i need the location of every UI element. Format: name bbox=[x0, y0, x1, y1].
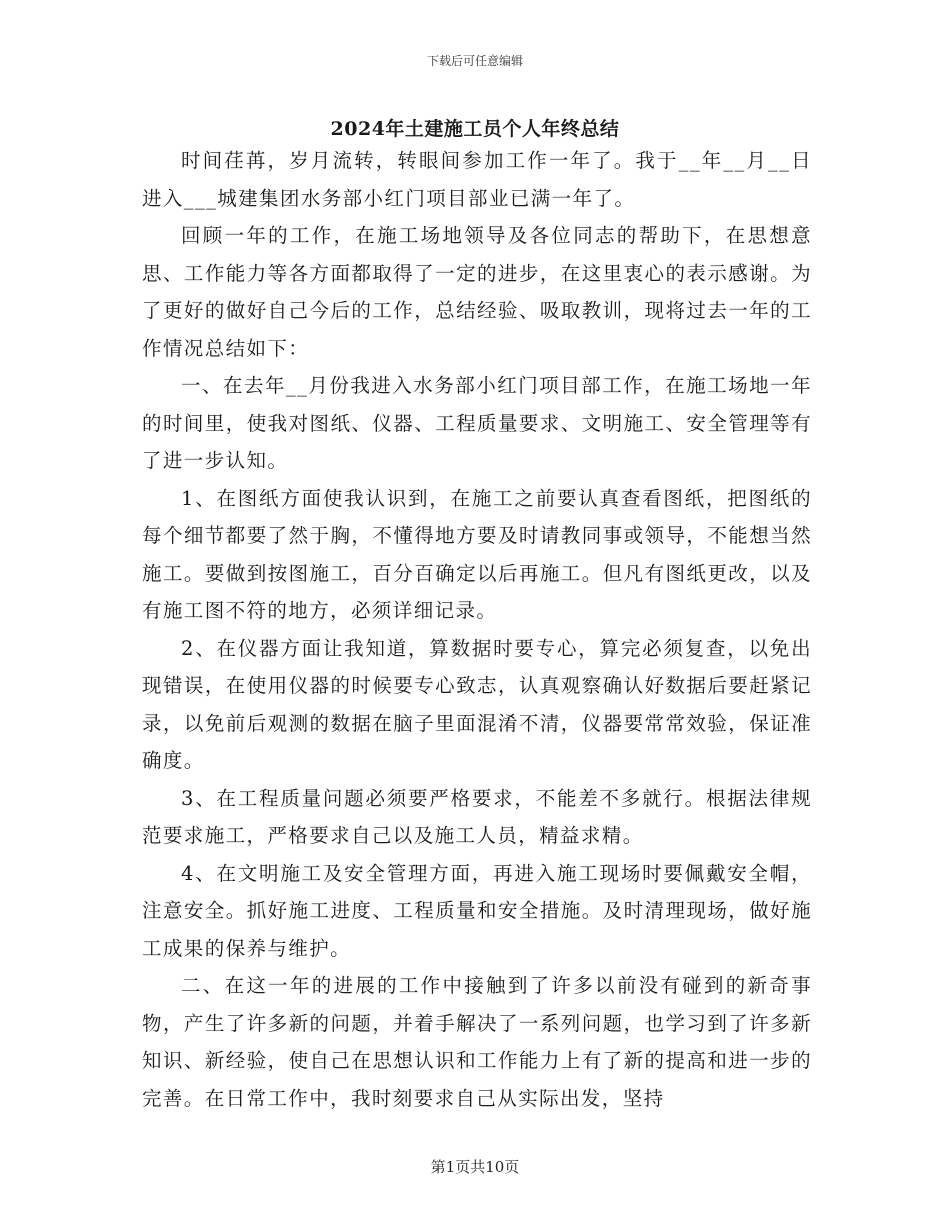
header-note: 下载后可任意编辑 bbox=[426, 54, 523, 68]
paragraph-review: 回顾一年的工作，在施工场地领导及各位同志的帮助下，在思想意思、工作能力等各方面都取得了一定的进步，在这里衷心的表示感谢。为了更好的做好自己今后的工作，总结经验、吸取教训，现将过去一年的工作情况总结如下： bbox=[142, 224, 812, 360]
page-number: 第1页共10页 bbox=[430, 1158, 520, 1176]
paragraph-section-one: 一、在去年__月份我进入水务部小红门项目部工作，在施工场地一年的时间里，使我对图纸、仪器、工程质量要求、文明施工、安全管理等有了进一步认知。 bbox=[142, 374, 812, 472]
document-body bbox=[142, 142, 812, 1117]
paragraph-item-safety: 4、在文明施工及安全管理方面，再进入施工现场时要佩戴安全帽，注意安全。抓好施工进度、工程质量和安全措施。及时清理现场，做好施工成果的保养与维护。 bbox=[142, 861, 812, 960]
paragraph-item-drawings: 1、在图纸方面使我认识到，在施工之前要认真查看图纸，把图纸的每个细节都要了然于胸，不懂得地方要及时请教同事或领导，不能想当然施工。要做到按图施工，百分百确定以后再施工。但凡有图纸更改，以及有施工图不符的地方，必须详细记录。 bbox=[142, 486, 812, 622]
paragraph-section-two: 二、在这一年的进展的工作中接触到了许多以前没有碰到的新奇事物，产生了许多新的问题，并着手解决了一系列问题，也学习到了许多新知识、新经验，使自己在思想认识和工作能力上有了新的提高和进一步的完善。在日常工作中，我时刻要求自己从实际出发，坚持 bbox=[142, 974, 812, 1110]
document-title: 2024年土建施工员个人年终总结 bbox=[330, 118, 620, 140]
paragraph-intro: 时间荏苒，岁月流转，转眼间参加工作一年了。我于__年__月__日进入___城建集团水务部小红门项目部业已满一年了。 bbox=[142, 149, 812, 210]
paragraph-item-quality: 3、在工程质量问题必须要严格要求，不能差不多就行。根据法律规范要求施工，严格要求自己以及施工人员，精益求精。 bbox=[142, 786, 812, 847]
paragraph-item-instruments: 2、在仪器方面让我知道，算数据时要专心，算完必须复查，以免出现错误，在使用仪器的时候要专心致志，认真观察确认好数据后要赶紧记录，以免前后观测的数据在脑子里面混淆不清，仪器要常常效验，保证准确度。 bbox=[142, 636, 812, 772]
